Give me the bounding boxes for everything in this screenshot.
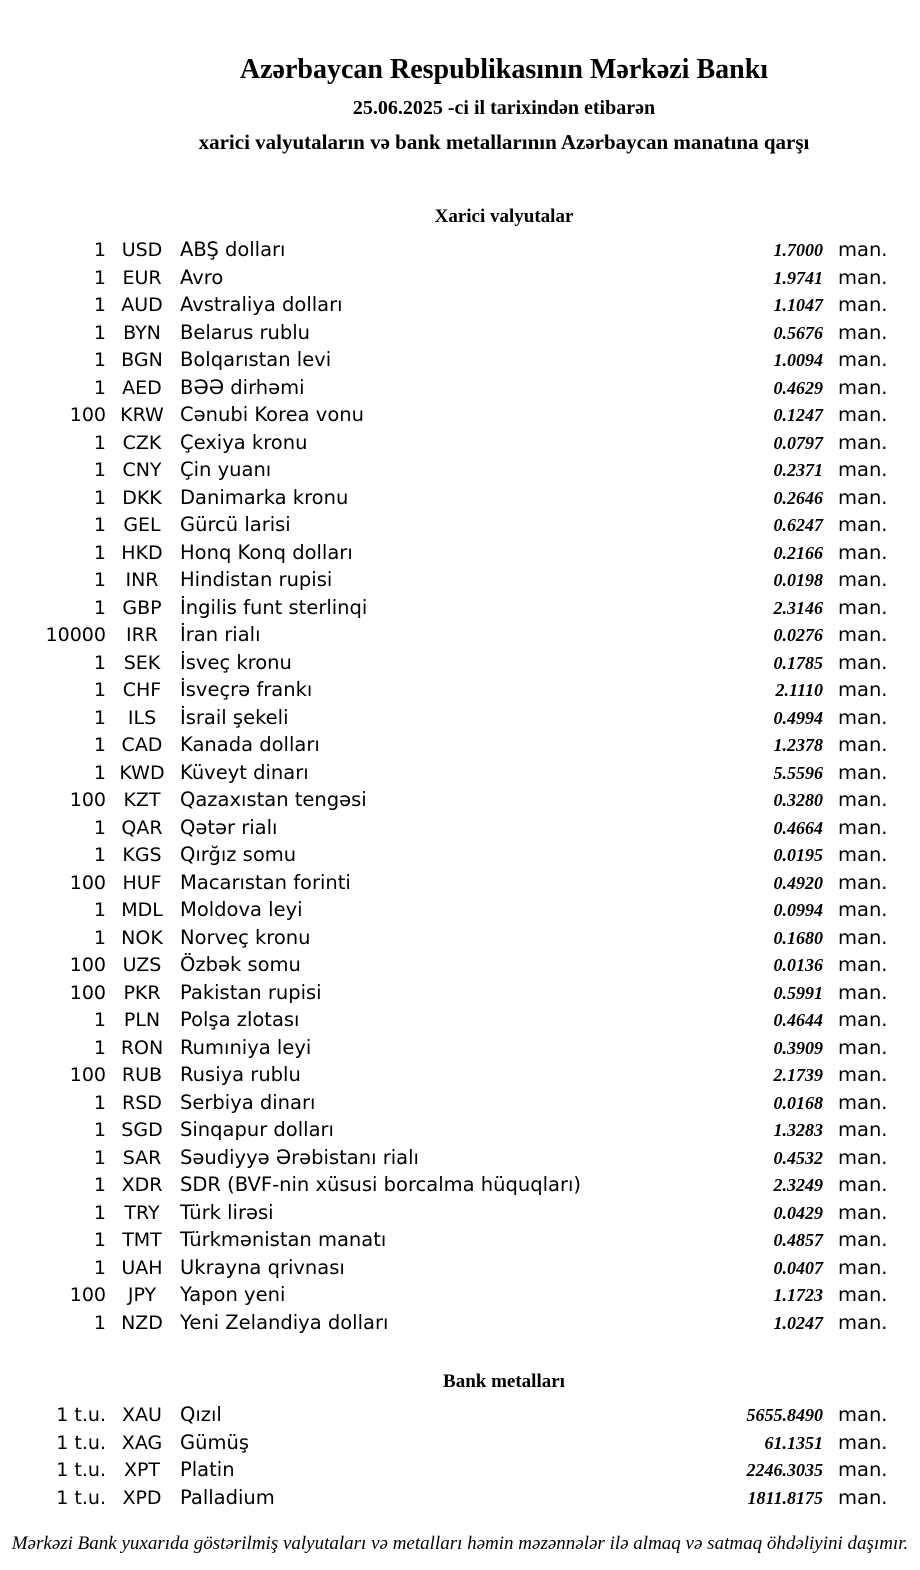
currency-row: [0, 291, 920, 319]
rate-unit: man.: [838, 1485, 888, 1509]
currency-name: İsveçrə frankı: [180, 678, 313, 701]
quantity-value: 1: [93, 541, 106, 564]
currency-row: [0, 1226, 920, 1254]
currency-name: Qazaxıstan tengəsi: [180, 788, 367, 811]
currency-row: [0, 319, 920, 347]
rate-value: 0.4644: [773, 1010, 823, 1030]
rate-unit: man.: [838, 1255, 888, 1279]
quantity-value: 1: [93, 1256, 106, 1279]
quantity-value: 1: [93, 816, 106, 839]
currency-name: Danimarka kronu: [180, 485, 349, 509]
disclaimer-note: Mərkəzi Bank yuxarıda göstərilmiş valyutaları və metalları həmin məzənnələr ilə almaq və satmaq öhdəliyini daşımır.: [11, 1533, 909, 1554]
currency-code: GBP: [122, 596, 162, 619]
quantity-value: 1: [93, 899, 106, 921]
quantity-value: 1: [93, 679, 106, 701]
currency-name: Gümüş: [180, 1430, 249, 1454]
currency-name: Küveyt dinarı: [180, 760, 309, 784]
currency-name: Ukrayna qrivnası: [180, 1255, 345, 1279]
quantity-value: 1: [93, 1201, 106, 1224]
currency-code: CZK: [122, 431, 162, 454]
rate-unit: man.: [838, 650, 888, 674]
rate-value: 0.1785: [773, 652, 823, 673]
currency-code: MDL: [121, 899, 163, 921]
quantity-value: 100: [69, 871, 106, 894]
currency-code: USD: [121, 239, 163, 261]
currency-row: [0, 594, 920, 622]
currency-row: [0, 704, 920, 732]
currency-code: CAD: [121, 734, 163, 756]
quantity-value: 1: [93, 1146, 106, 1169]
quantity-value: 1: [93, 596, 106, 619]
currency-row: [0, 869, 920, 897]
rate-unit: man.: [838, 513, 888, 536]
rate-unit: man.: [838, 1200, 888, 1224]
currency-code: KZT: [123, 789, 161, 811]
currency-name: Yeni Zelandiya dolları: [180, 1310, 389, 1334]
currency-name: Qətər rialı: [180, 815, 278, 839]
quantity-value: 100: [69, 1284, 106, 1306]
effective-date-line: 25.06.2025 -ci il tarixindən etibarən: [352, 97, 656, 119]
currency-row: [0, 924, 920, 952]
quantity-value: 1 t.u.: [56, 1404, 106, 1426]
currency-row: [0, 401, 920, 429]
currency-name: Hindistan rupisi: [180, 568, 333, 591]
quantity-value: 1: [93, 321, 106, 344]
metal-row: [0, 1401, 920, 1429]
currency-row: [0, 676, 920, 704]
metal-row: [0, 1429, 920, 1457]
rate-unit: man.: [838, 458, 888, 481]
currency-code: EUR: [122, 266, 162, 289]
currency-name: Kanada dolları: [180, 733, 320, 756]
quantity-value: 1: [93, 1119, 106, 1141]
currency-name: Belarus rublu: [180, 320, 311, 344]
rate-value: 1.1047: [773, 295, 823, 315]
currency-name: Avro: [180, 265, 224, 289]
rate-value: 0.0198: [773, 570, 823, 590]
rate-unit: man.: [838, 870, 888, 894]
currency-row: [0, 429, 920, 457]
rate-value: 0.4664: [773, 817, 823, 838]
currency-name: Sinqapur dolları: [180, 1118, 334, 1141]
quantity-value: 1: [93, 706, 106, 729]
currency-code: UZS: [122, 954, 162, 976]
rate-unit: man.: [838, 733, 888, 756]
currency-name: İsrail şekeli: [180, 705, 289, 729]
rate-value: 0.1247: [773, 405, 823, 425]
rate-value: 0.0195: [773, 845, 823, 865]
rate-value: 0.2166: [773, 542, 823, 563]
rate-value: 0.0168: [773, 1092, 823, 1113]
currency-code: XPD: [122, 1486, 162, 1509]
rate-value: 0.0276: [773, 625, 823, 645]
rate-unit: man.: [838, 843, 888, 866]
currency-name: Qızıl: [180, 1403, 222, 1426]
currency-row: [0, 484, 920, 512]
rate-unit: man.: [838, 788, 888, 811]
quantity-value: 1: [93, 1311, 106, 1334]
currency-code: TRY: [124, 1201, 160, 1224]
currency-row: [0, 1116, 920, 1144]
currency-code: ILS: [127, 706, 157, 729]
currency-row: [0, 539, 920, 567]
metal-row: [0, 1456, 920, 1484]
rate-value: 0.3280: [773, 790, 823, 810]
currency-name: BƏƏ dirhəmi: [180, 375, 305, 399]
currency-code: AED: [122, 376, 162, 399]
quantity-value: 1: [93, 1174, 106, 1196]
quantity-value: 1 t.u.: [56, 1459, 106, 1481]
currency-code: KRW: [120, 404, 164, 426]
quantity-value: 1 t.u.: [56, 1486, 106, 1509]
currency-name: Səudiyyə Ərəbistanı rialı: [180, 1145, 419, 1169]
rate-unit: man.: [838, 980, 888, 1004]
currency-code: KGS: [122, 844, 162, 866]
quantity-value: 10000: [45, 624, 106, 646]
rate-unit: man.: [838, 348, 888, 371]
quantity-value: 1: [93, 761, 106, 784]
rate-unit: man.: [838, 953, 888, 976]
currency-row: [0, 1089, 920, 1117]
currency-row: [0, 456, 920, 484]
currency-code: RUB: [121, 1064, 163, 1086]
currency-code: CNY: [122, 459, 162, 481]
foreign-currencies-heading: Xarici valyutalar: [434, 206, 574, 227]
rate-unit: man.: [838, 1310, 888, 1334]
currency-name: Çin yuanı: [180, 458, 272, 481]
currency-name: Rusiya rublu: [180, 1063, 301, 1086]
rate-value: 0.0994: [773, 900, 823, 920]
currency-code: UAH: [121, 1256, 163, 1279]
rate-unit: man.: [838, 375, 888, 399]
rate-unit: man.: [838, 1118, 888, 1141]
rate-unit: man.: [838, 485, 888, 509]
rate-value: 2.3249: [773, 1175, 823, 1195]
rate-unit: man.: [838, 1035, 888, 1059]
currency-name: Polşa zlotası: [180, 1008, 300, 1031]
currency-row: [0, 1061, 920, 1089]
currency-name: Çexiya kronu: [180, 430, 308, 454]
currency-row: [0, 1171, 920, 1199]
rate-unit: man.: [838, 238, 888, 261]
quantity-value: 1: [93, 266, 106, 289]
currency-row: [0, 374, 920, 402]
quantity-value: 100: [69, 789, 106, 811]
currency-row: [0, 1309, 920, 1337]
currency-row: [0, 621, 920, 649]
rate-unit: man.: [838, 1403, 888, 1426]
currency-row: [0, 759, 920, 787]
currency-rate-list: [0, 236, 920, 1336]
quantity-value: 100: [69, 404, 106, 426]
currency-code: IRR: [125, 624, 158, 646]
currency-row: [0, 1281, 920, 1309]
currency-code: SAR: [122, 1146, 162, 1169]
currency-row: [0, 731, 920, 759]
currency-code: INR: [125, 569, 159, 591]
rate-unit: man.: [838, 568, 888, 591]
quantity-value: 1: [93, 734, 106, 756]
rate-unit: man.: [838, 540, 888, 564]
quantity-value: 1: [93, 376, 106, 399]
rate-unit: man.: [838, 1228, 888, 1251]
quantity-value: 1: [93, 1091, 106, 1114]
rate-value: 0.4994: [773, 707, 823, 728]
rate-value: 5655.8490: [746, 1405, 823, 1425]
quantity-value: 1: [93, 1229, 106, 1251]
currency-row: [0, 1144, 920, 1172]
currency-row: [0, 649, 920, 677]
rate-value: 1.3283: [773, 1120, 823, 1140]
rate-unit: man.: [838, 1008, 888, 1031]
rate-value: 0.0407: [773, 1257, 823, 1278]
currency-code: HUF: [122, 871, 162, 894]
quantity-value: 1: [93, 294, 106, 316]
currency-code: KWD: [119, 761, 165, 784]
rate-unit: man.: [838, 293, 888, 316]
quantity-value: 1: [93, 1009, 106, 1031]
currency-code: NOK: [121, 926, 163, 949]
bulletin-subtitle: xarici valyutaların və bank metallarının Azərbaycan manatına qarşı: [198, 130, 810, 154]
currency-row: [0, 786, 920, 814]
currency-name: Platin: [180, 1458, 235, 1481]
rate-value: 61.1351: [764, 1432, 823, 1453]
quantity-value: 1: [93, 239, 106, 261]
currency-row: [0, 951, 920, 979]
currency-code: GEL: [123, 514, 161, 536]
currency-code: RON: [120, 1036, 164, 1059]
currency-row: [0, 236, 920, 264]
currency-code: XAU: [122, 1404, 162, 1426]
currency-code: JPY: [127, 1284, 157, 1306]
rate-unit: man.: [838, 1283, 888, 1306]
currency-row: [0, 1006, 920, 1034]
rate-value: 0.4920: [773, 872, 823, 893]
currency-name: Pakistan rupisi: [180, 980, 322, 1004]
rate-value: 0.3909: [773, 1037, 823, 1058]
quantity-value: 1: [93, 651, 106, 674]
currency-row: [0, 511, 920, 539]
currency-row: [0, 264, 920, 292]
currency-name: Türkmənistan manatı: [180, 1228, 387, 1251]
rate-value: 1.1723: [773, 1285, 823, 1305]
currency-name: Cənubi Korea vonu: [180, 403, 364, 426]
metal-rate-list: [0, 1401, 920, 1511]
rate-value: 1.9741: [773, 267, 823, 288]
currency-row: [0, 1034, 920, 1062]
rate-unit: man.: [838, 320, 888, 344]
rate-unit: man.: [838, 1090, 888, 1114]
currency-name: Palladium: [180, 1485, 275, 1509]
rate-value: 2246.3035: [746, 1460, 823, 1480]
rate-unit: man.: [838, 705, 888, 729]
rate-value: 1.2378: [773, 735, 823, 755]
currency-code: RSD: [122, 1091, 162, 1114]
currency-name: Türk lirəsi: [180, 1200, 274, 1224]
rate-unit: man.: [838, 403, 888, 426]
quantity-value: 1: [93, 926, 106, 949]
rate-value: 0.5991: [773, 982, 823, 1003]
currency-name: Özbək somu: [180, 953, 301, 976]
currency-name: Norveç kronu: [180, 925, 311, 949]
rate-unit: man.: [838, 595, 888, 619]
rate-unit: man.: [838, 898, 888, 921]
currency-name: Qırğız somu: [180, 843, 297, 866]
currency-code: AUD: [121, 294, 163, 316]
rate-unit: man.: [838, 1458, 888, 1481]
currency-name: Macarıstan forinti: [180, 870, 351, 894]
rate-value: 2.1110: [775, 680, 823, 700]
quantity-value: 1: [93, 486, 106, 509]
rate-value: 5.5596: [773, 762, 823, 783]
rate-value: 0.0429: [773, 1202, 823, 1223]
currency-code: PLN: [123, 1009, 161, 1031]
currency-name: Moldova leyi: [180, 898, 303, 921]
rate-value: 1811.8175: [747, 1487, 823, 1508]
rate-value: 0.1680: [773, 927, 823, 948]
currency-code: SEK: [123, 651, 161, 674]
rate-unit: man.: [838, 815, 888, 839]
rate-unit: man.: [838, 1145, 888, 1169]
rate-unit: man.: [838, 760, 888, 784]
currency-row: [0, 566, 920, 594]
quantity-value: 1: [93, 431, 106, 454]
currency-row: [0, 896, 920, 924]
currency-name: Avstraliya dolları: [180, 293, 343, 316]
currency-name: ABŞ dolları: [180, 238, 286, 261]
metal-row: [0, 1484, 920, 1512]
rate-value: 1.0094: [773, 350, 823, 370]
quantity-value: 100: [69, 981, 106, 1004]
rate-value: 0.0797: [773, 432, 823, 453]
currency-row: [0, 346, 920, 374]
currency-name: Gürcü larisi: [180, 513, 291, 536]
quantity-value: 100: [69, 1064, 106, 1086]
quantity-value: 1 t.u.: [56, 1431, 106, 1454]
quantity-value: 1: [93, 459, 106, 481]
currency-code: XPT: [123, 1459, 161, 1481]
rate-unit: man.: [838, 925, 888, 949]
quantity-value: 1: [93, 349, 106, 371]
currency-name: Serbiya dinarı: [180, 1090, 316, 1114]
currency-name: Bolqarıstan levi: [180, 348, 332, 371]
currency-code: SGD: [121, 1119, 163, 1141]
rate-value: 0.2646: [773, 487, 823, 508]
quantity-value: 1: [93, 844, 106, 866]
currency-code: XAG: [121, 1431, 163, 1454]
rate-value: 0.6247: [773, 515, 823, 535]
currency-name: Yapon yeni: [180, 1283, 286, 1306]
currency-code: DKK: [122, 486, 162, 509]
currency-name: İran rialı: [180, 623, 261, 646]
rate-value: 1.7000: [773, 240, 823, 260]
rate-unit: man.: [838, 623, 888, 646]
currency-row: [0, 814, 920, 842]
currency-name: Honq Konq dolları: [180, 540, 353, 564]
currency-name: SDR (BVF-nin xüsusi borcalma hüquqları): [180, 1173, 582, 1196]
rate-unit: man.: [838, 1430, 888, 1454]
rate-value: 0.2371: [773, 460, 823, 480]
rate-unit: man.: [838, 265, 888, 289]
rate-value: 0.4629: [773, 377, 823, 398]
currency-code: XDR: [121, 1174, 163, 1196]
quantity-value: 1: [93, 514, 106, 536]
rate-value: 0.4857: [773, 1230, 823, 1250]
rate-value: 0.4532: [773, 1147, 823, 1168]
quantity-value: 1: [93, 569, 106, 591]
rate-unit: man.: [838, 1173, 888, 1196]
rate-unit: man.: [838, 1063, 888, 1086]
bank-title: Azərbaycan Respublikasının Mərkəzi Bankı: [239, 54, 769, 85]
currency-code: CHF: [122, 679, 162, 701]
bank-metals-heading: Bank metalları: [443, 1371, 565, 1392]
currency-name: Rumıniya leyi: [180, 1035, 312, 1059]
currency-code: PKR: [123, 981, 161, 1004]
rate-value: 1.0247: [773, 1312, 823, 1333]
currency-name: İngilis funt sterlinqi: [180, 595, 368, 619]
currency-code: HKD: [121, 541, 163, 564]
rate-value: 2.3146: [773, 597, 823, 618]
currency-name: İsveç kronu: [180, 650, 292, 674]
currency-code: TMT: [122, 1229, 162, 1251]
currency-code: BGN: [121, 349, 163, 371]
rate-value: 0.5676: [773, 322, 823, 343]
rate-unit: man.: [838, 678, 888, 701]
currency-row: [0, 1254, 920, 1282]
rate-unit: man.: [838, 430, 888, 454]
rate-value: 2.1739: [773, 1065, 823, 1085]
currency-row: [0, 841, 920, 869]
quantity-value: 100: [69, 954, 106, 976]
currency-row: [0, 979, 920, 1007]
rate-value: 0.0136: [773, 955, 823, 975]
currency-code: BYN: [123, 321, 161, 344]
currency-code: NZD: [121, 1311, 163, 1334]
currency-code: QAR: [121, 816, 163, 839]
currency-row: [0, 1199, 920, 1227]
quantity-value: 1: [93, 1036, 106, 1059]
